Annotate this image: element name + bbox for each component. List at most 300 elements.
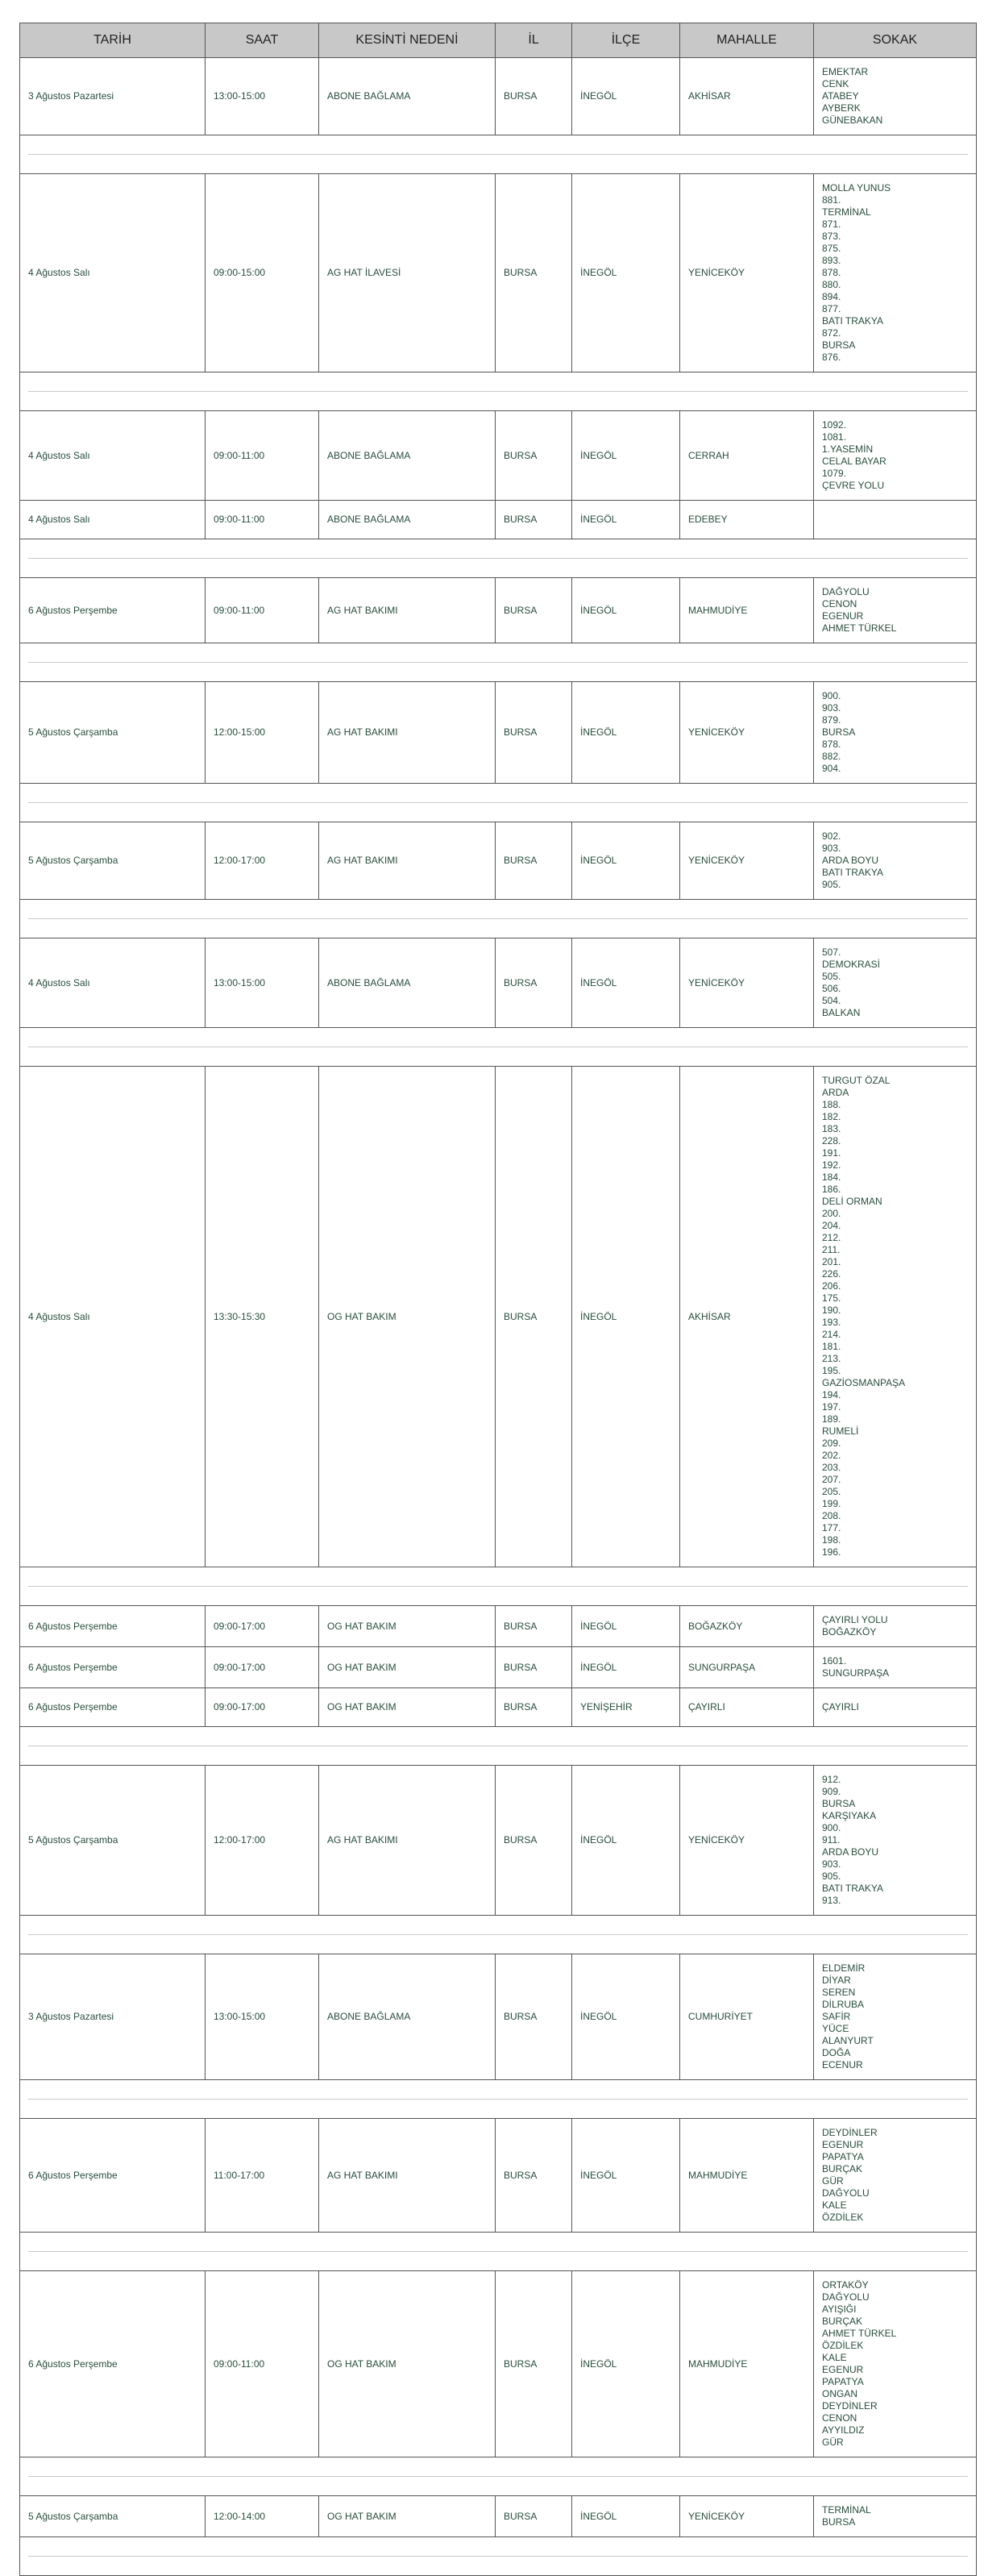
street-name: ALANYURT [822,2035,874,2046]
table-header [20,23,977,58]
street-name: AYIŞIĞI [822,2303,857,2315]
header-tarih: TARİH [20,23,206,58]
street-name: 212. [822,1232,841,1243]
cell-sokak [814,1067,977,1567]
cell-kesinti-nedeni: ABONE BAĞLAMA [319,501,496,539]
street-name: 882. [822,751,841,762]
street-name: CENON [822,598,857,610]
cell-il: BURSA [496,682,572,784]
separator-row [20,900,977,938]
street-name: DAĞYOLU [822,2187,870,2199]
street-name: AYBERK [822,102,861,114]
street-name: 900. [822,1822,841,1833]
street-name: 175. [822,1292,841,1304]
separator-row [20,135,977,174]
street-name: 903. [822,702,841,714]
street-name: SAFİR [822,2011,851,2022]
cell-sokak [814,822,977,900]
street-name: BOĞAZKÖY [822,1626,877,1638]
cell-ilce: İNEGÖL [572,1606,680,1647]
cell-saat: 13:00-15:00 [206,1954,319,2080]
cell-ilce: YENİŞEHİR [572,1688,680,1727]
street-name: 507. [822,947,841,958]
table-body [20,58,977,2576]
cell-sokak [814,578,977,643]
separator-cell [20,784,977,822]
cell-il: BURSA [496,2496,572,2537]
street-name: 905. [822,879,841,890]
street-name: BATI TRAKYA [822,1883,884,1894]
street-name: DAĞYOLU [822,586,870,597]
street-name: 904. [822,763,841,774]
cell-mahalle: ÇAYIRLI [680,1688,814,1727]
street-name: 214. [822,1329,841,1340]
street-name: ARDA BOYU [822,855,879,866]
street-name: BATI TRAKYA [822,867,884,878]
street-name: KALE [822,2199,847,2211]
street-name: 194. [822,1389,841,1400]
street-name: BURSA [822,339,856,351]
cell-mahalle: BOĞAZKÖY [680,1606,814,1647]
cell-sokak [814,1647,977,1688]
street-name: BURÇAK [822,2316,863,2327]
street-name: 209. [822,1438,841,1449]
cell-saat: 09:00-15:00 [206,174,319,372]
separator-line [28,391,968,392]
street-name: BATI TRAKYA [822,315,884,327]
table-row [20,1647,977,1688]
cell-tarih: 3 Ağustos Pazartesi [20,1954,206,2080]
separator-line [28,1586,968,1587]
street-name: KARŞIYAKA [822,1810,877,1821]
outage-table [19,23,977,2576]
cell-il: BURSA [496,2119,572,2233]
street-name: 208. [822,1510,841,1521]
table-row [20,1688,977,1727]
cell-mahalle: AKHİSAR [680,1067,814,1567]
street-name: ÇAYIRLI YOLU [822,1614,888,1625]
cell-kesinti-nedeni: ABONE BAĞLAMA [319,411,496,501]
street-name: DEYDİNLER [822,2400,878,2412]
separator-row [20,1567,977,1606]
street-name: 911. [822,1834,841,1846]
street-name: ORTAKÖY [822,2279,869,2291]
cell-tarih: 6 Ağustos Perşembe [20,578,206,643]
street-name: BURÇAK [822,2163,863,2174]
header-il: İL [496,23,572,58]
cell-saat: 13:30-15:30 [206,1067,319,1567]
separator-line [28,2099,968,2100]
separator-cell [20,2233,977,2271]
cell-sokak [814,2496,977,2537]
cell-sokak [814,938,977,1028]
header-mahalle: MAHALLE [680,23,814,58]
street-name: ÖZDİLEK [822,2340,864,2351]
cell-saat: 12:00-15:00 [206,682,319,784]
street-name: DELİ ORMAN [822,1196,882,1207]
cell-saat: 12:00-14:00 [206,2496,319,2537]
separator-row [20,2080,977,2119]
separator-line [28,2476,968,2477]
cell-tarih: 5 Ağustos Çarşamba [20,1766,206,1916]
cell-ilce: İNEGÖL [572,938,680,1028]
cell-sokak [814,1606,977,1647]
cell-il: BURSA [496,822,572,900]
street-name: AYYILDIZ [822,2424,865,2436]
cell-kesinti-nedeni: OG HAT BAKIM [319,2271,496,2457]
cell-kesinti-nedeni: AG HAT BAKIMI [319,578,496,643]
street-name: DİLRUBA [822,1999,865,2010]
street-name: GAZİOSMANPAŞA [822,1377,906,1388]
cell-sokak [814,411,977,501]
separator-row [20,539,977,578]
street-name: 912. [822,1774,841,1785]
cell-mahalle: YENİCEKÖY [680,174,814,372]
table-row [20,682,977,784]
table-row [20,822,977,900]
separator-line [28,802,968,803]
separator-row [20,1727,977,1766]
street-name: 199. [822,1498,841,1509]
street-name: 876. [822,352,841,363]
street-name: AHMET TÜRKEL [822,622,897,634]
cell-saat: 09:00-11:00 [206,411,319,501]
separator-cell [20,643,977,682]
table-row [20,501,977,539]
street-name: ATABEY [822,90,859,102]
street-name: CENK [822,78,849,89]
cell-il: BURSA [496,938,572,1028]
cell-kesinti-nedeni: AG HAT BAKIMI [319,1766,496,1916]
cell-mahalle: CUMHURİYET [680,1954,814,2080]
cell-ilce: İNEGÖL [572,174,680,372]
street-name: DEMOKRASİ [822,959,881,970]
cell-sokak [814,1688,977,1727]
street-name: PAPATYA [822,2151,864,2162]
cell-kesinti-nedeni: ABONE BAĞLAMA [319,1954,496,2080]
cell-sokak [814,2119,977,2233]
separator-line [28,558,968,559]
cell-sokak [814,1766,977,1916]
table-row [20,1954,977,2080]
cell-mahalle: SUNGURPAŞA [680,1647,814,1688]
street-name: 186. [822,1184,841,1195]
street-name: PAPATYA [822,2376,864,2387]
table-row [20,2119,977,2233]
street-name: 905. [822,1871,841,1882]
street-name: 203. [822,1462,841,1473]
cell-kesinti-nedeni: ABONE BAĞLAMA [319,938,496,1028]
street-name: DEYDİNLER [822,2127,878,2138]
cell-mahalle: YENİCEKÖY [680,938,814,1028]
street-name: TERMİNAL [822,206,871,218]
street-name: ÇAYIRLI [822,1701,859,1712]
cell-mahalle: EDEBEY [680,501,814,539]
street-name: 196. [822,1546,841,1558]
table-row [20,578,977,643]
separator-row [20,1028,977,1067]
cell-ilce: İNEGÖL [572,1954,680,2080]
cell-ilce: İNEGÖL [572,2496,680,2537]
cell-tarih: 6 Ağustos Perşembe [20,2119,206,2233]
street-name: ELDEMİR [822,1962,866,1974]
street-name: RUMELİ [822,1425,859,1437]
cell-mahalle: MAHMUDİYE [680,2271,814,2457]
street-name: 202. [822,1450,841,1461]
separator-row [20,2457,977,2496]
separator-cell [20,372,977,411]
table-row [20,1606,977,1647]
street-name: GÜR [822,2437,844,2448]
street-name: AHMET TÜRKEL [822,2328,897,2339]
street-name: ONGAN [822,2388,858,2399]
street-name: KALE [822,2352,847,2363]
street-name: DİYAR [822,1975,851,1986]
cell-ilce: İNEGÖL [572,822,680,900]
street-name: ARDA [822,1087,849,1098]
street-name: 504. [822,995,841,1006]
street-name: 872. [822,327,841,339]
cell-mahalle: AKHİSAR [680,58,814,135]
cell-saat: 09:00-17:00 [206,1606,319,1647]
street-name: BURSA [822,726,856,738]
street-name: GÜNEBAKAN [822,114,883,126]
table-row [20,411,977,501]
cell-tarih: 6 Ağustos Perşembe [20,1647,206,1688]
street-name: 197. [822,1401,841,1413]
street-name: 177. [822,1522,841,1534]
street-name: DAĞYOLU [822,2291,870,2303]
cell-kesinti-nedeni: OG HAT BAKIM [319,2496,496,2537]
cell-kesinti-nedeni: AG HAT BAKIMI [319,2119,496,2233]
street-name: 182. [822,1111,841,1122]
street-name: 1092. [822,419,847,431]
cell-il: BURSA [496,501,572,539]
separator-cell [20,1916,977,1954]
street-name: CENON [822,2412,857,2424]
cell-il: BURSA [496,411,572,501]
separator-row [20,784,977,822]
cell-saat: 12:00-17:00 [206,822,319,900]
separator-row [20,2233,977,2271]
street-name: 198. [822,1534,841,1546]
street-name: 183. [822,1123,841,1134]
cell-kesinti-nedeni: OG HAT BAKIM [319,1688,496,1727]
cell-ilce: İNEGÖL [572,1766,680,1916]
table-row [20,174,977,372]
cell-sokak [814,501,977,539]
street-name: 195. [822,1365,841,1376]
cell-il: BURSA [496,2271,572,2457]
cell-sokak [814,2271,977,2457]
separator-cell [20,900,977,938]
separator-cell [20,1727,977,1766]
street-name: 894. [822,291,841,302]
cell-tarih: 4 Ağustos Salı [20,938,206,1028]
cell-tarih: 4 Ağustos Salı [20,174,206,372]
street-name: 902. [822,830,841,842]
cell-il: BURSA [496,174,572,372]
street-name: 228. [822,1135,841,1147]
separator-cell [20,2537,977,2576]
cell-sokak [814,682,977,784]
cell-sokak [814,58,977,135]
street-name: BURSA [822,1798,856,1809]
header-ilce: İLÇE [572,23,680,58]
table-row [20,938,977,1028]
cell-il: BURSA [496,578,572,643]
street-name: 1601. [822,1655,847,1667]
cell-mahalle: CERRAH [680,411,814,501]
cell-mahalle: YENİCEKÖY [680,2496,814,2537]
cell-mahalle: MAHMUDİYE [680,578,814,643]
cell-kesinti-nedeni: AG HAT BAKIMI [319,682,496,784]
street-name: 909. [822,1786,841,1797]
cell-kesinti-nedeni: AG HAT İLAVESİ [319,174,496,372]
street-name: 878. [822,739,841,750]
cell-kesinti-nedeni: OG HAT BAKIM [319,1606,496,1647]
cell-mahalle: YENİCEKÖY [680,1766,814,1916]
separator-row [20,643,977,682]
street-name: 879. [822,714,841,726]
cell-il: BURSA [496,58,572,135]
cell-tarih: 4 Ağustos Salı [20,1067,206,1567]
cell-ilce: İNEGÖL [572,1647,680,1688]
street-name: 201. [822,1256,841,1267]
street-name: MOLLA YUNUS [822,182,891,194]
header-saat: SAAT [206,23,319,58]
street-name: 226. [822,1268,841,1280]
street-name: TURGUT ÖZAL [822,1075,891,1086]
cell-saat: 09:00-17:00 [206,1688,319,1727]
street-name: 903. [822,843,841,854]
cell-tarih: 6 Ağustos Perşembe [20,2271,206,2457]
cell-tarih: 6 Ağustos Perşembe [20,1606,206,1647]
cell-ilce: İNEGÖL [572,411,680,501]
separator-line [28,2556,968,2557]
cell-ilce: İNEGÖL [572,682,680,784]
cell-tarih: 6 Ağustos Perşembe [20,1688,206,1727]
street-name: 1079. [822,468,847,479]
separator-row [20,2537,977,2576]
cell-saat: 13:00-15:00 [206,58,319,135]
street-name: 188. [822,1099,841,1110]
street-name: 200. [822,1208,841,1219]
separator-cell [20,135,977,174]
separator-line [28,918,968,919]
cell-mahalle: YENİCEKÖY [680,822,814,900]
street-name: 913. [822,1895,841,1906]
cell-il: BURSA [496,1688,572,1727]
table-row [20,1766,977,1916]
street-name: TERMİNAL [822,2504,871,2516]
separator-row [20,1916,977,1954]
cell-ilce: İNEGÖL [572,2119,680,2233]
street-name: BURSA [822,2516,856,2528]
street-name: 903. [822,1858,841,1870]
street-name: 191. [822,1147,841,1159]
street-name: ÇEVRE YOLU [822,480,885,491]
cell-ilce: İNEGÖL [572,501,680,539]
cell-il: BURSA [496,1954,572,2080]
cell-saat: 09:00-17:00 [206,1647,319,1688]
cell-saat: 09:00-11:00 [206,2271,319,2457]
cell-kesinti-nedeni: OG HAT BAKIM [319,1647,496,1688]
cell-saat: 13:00-15:00 [206,938,319,1028]
street-name: EGENUR [822,2139,864,2150]
street-name: ÖZDİLEK [822,2212,864,2223]
cell-saat: 11:00-17:00 [206,2119,319,2233]
separator-line [28,154,968,155]
table-row [20,2271,977,2457]
street-name: 878. [822,267,841,278]
cell-tarih: 5 Ağustos Çarşamba [20,682,206,784]
street-name: ECENUR [822,2059,863,2070]
cell-kesinti-nedeni: OG HAT BAKIM [319,1067,496,1567]
street-name: 873. [822,231,841,242]
cell-il: BURSA [496,1067,572,1567]
street-name: SEREN [822,1987,856,1998]
street-name: 205. [822,1486,841,1497]
header-sokak: SOKAK [814,23,977,58]
street-name: BALKAN [822,1007,861,1018]
cell-sokak [814,1954,977,2080]
cell-tarih: 4 Ağustos Salı [20,501,206,539]
cell-tarih: 3 Ağustos Pazartesi [20,58,206,135]
street-name: 206. [822,1280,841,1292]
cell-il: BURSA [496,1606,572,1647]
separator-line [28,1934,968,1935]
street-name: 881. [822,194,841,206]
street-name: 506. [822,983,841,994]
separator-cell [20,1567,977,1606]
separator-cell [20,1028,977,1067]
cell-tarih: 5 Ağustos Çarşamba [20,822,206,900]
street-name: EGENUR [822,2364,864,2375]
cell-mahalle: MAHMUDİYE [680,2119,814,2233]
street-name: YÜCE [822,2023,849,2034]
street-name: ARDA BOYU [822,1846,879,1858]
cell-kesinti-nedeni: ABONE BAĞLAMA [319,58,496,135]
cell-il: BURSA [496,1647,572,1688]
separator-line [28,2251,968,2252]
street-name: 204. [822,1220,841,1231]
street-name: EMEKTAR [822,66,869,77]
street-name: 1.YASEMİN [822,443,874,455]
street-name: 193. [822,1317,841,1328]
table-row [20,2496,977,2537]
cell-ilce: İNEGÖL [572,1067,680,1567]
street-name: 871. [822,218,841,230]
separator-line [28,662,968,663]
street-name: 207. [822,1474,841,1485]
separator-cell [20,2457,977,2496]
cell-mahalle: YENİCEKÖY [680,682,814,784]
street-name: DOĞA [822,2047,851,2058]
cell-tarih: 4 Ağustos Salı [20,411,206,501]
cell-ilce: İNEGÖL [572,2271,680,2457]
cell-saat: 09:00-11:00 [206,578,319,643]
street-name: EGENUR [822,610,864,622]
street-name: 184. [822,1171,841,1183]
street-name: 211. [822,1244,841,1255]
street-name: 875. [822,243,841,254]
street-name: 181. [822,1341,841,1352]
street-name: 189. [822,1413,841,1425]
street-name: 893. [822,255,841,266]
separator-cell [20,539,977,578]
street-name: SUNGURPAŞA [822,1667,890,1679]
